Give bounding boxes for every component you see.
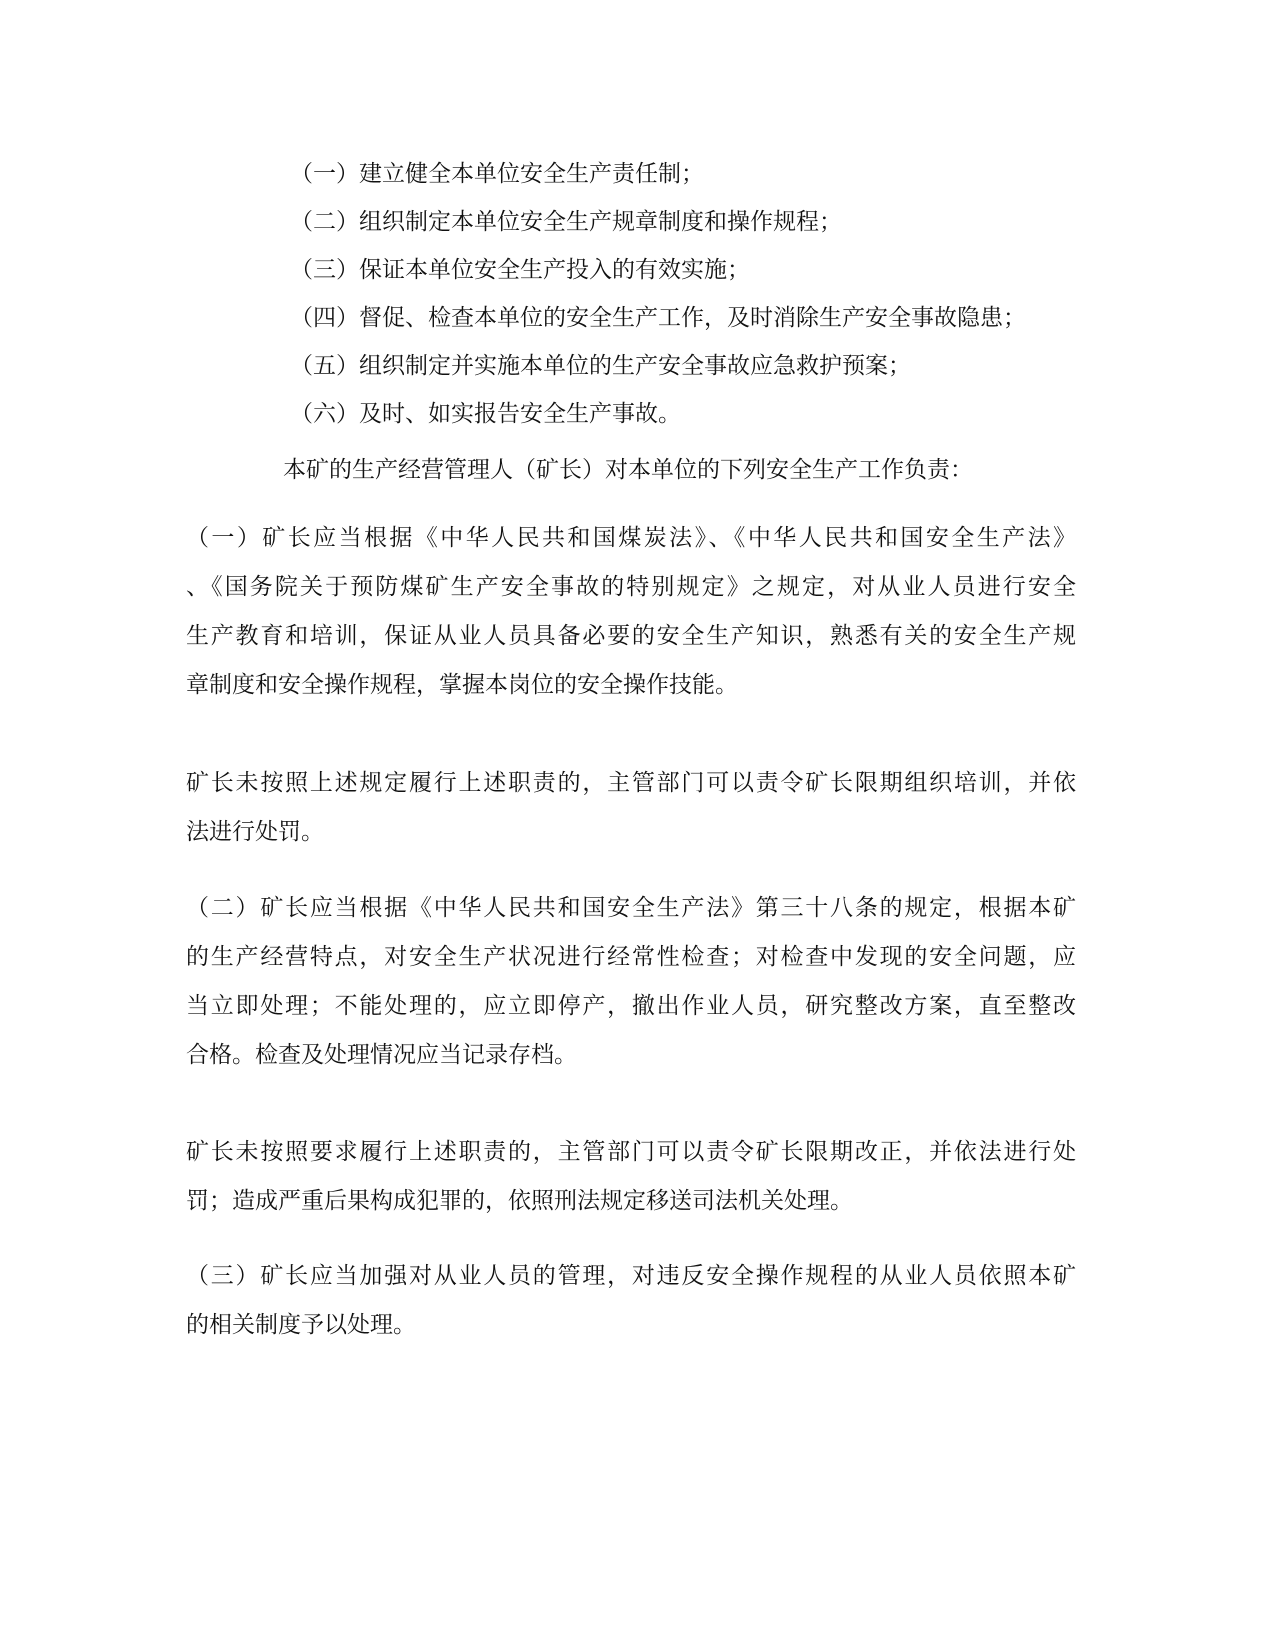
paragraph-line: 矿长未按照上述规定履行上述职责的，主管部门可以责令矿长限期组织培训，并依 (186, 770, 1076, 796)
intro-paragraph: 本矿的生产经营管理人（矿长）对本单位的下列安全生产工作负责： (283, 457, 973, 483)
paragraph-line: 合格。检查及处理情况应当记录存档。 (186, 1042, 577, 1068)
paragraph-line: （二）矿长应当根据《中华人民共和国安全生产法》第三十八条的规定，根据本矿 (186, 895, 1076, 921)
paragraph-line: 章制度和安全操作规程，掌握本岗位的安全操作技能。 (186, 672, 738, 698)
paragraph-training-penalty (186, 759, 1076, 857)
responsibility-list (290, 150, 1090, 438)
list-item: （四）督促、检查本单位的安全生产工作，及时消除生产安全事故隐患； (290, 305, 1026, 331)
paragraph-line: 的生产经营特点，对安全生产状况进行经常性检查；对检查中发现的安全问题，应 (186, 944, 1076, 970)
paragraph-line: 、《国务院关于预防煤矿生产安全事故的特别规定》之规定，对从业人员进行安全 (186, 574, 1076, 600)
paragraph-training (186, 514, 1076, 710)
paragraph-inspection (186, 884, 1076, 1080)
paragraph-line: 的相关制度予以处理。 (186, 1312, 416, 1338)
paragraph-line: 罚；造成严重后果构成犯罪的，依照刑法规定移送司法机关处理。 (186, 1188, 853, 1214)
paragraph-line: （一）矿长应当根据《中华人民共和国煤炭法》、《中华人民共和国安全生产法》 (186, 525, 1076, 551)
paragraph-line: 当立即处理；不能处理的，应立即停产，撤出作业人员，研究整改方案，直至整改 (186, 993, 1076, 1019)
list-item: （五）组织制定并实施本单位的生产安全事故应急救护预案； (290, 353, 911, 379)
list-item: （二）组织制定本单位安全生产规章制度和操作规程； (290, 209, 842, 235)
list-item: （六）及时、如实报告安全生产事故。 (290, 401, 681, 427)
paragraph-line: 矿长未按照要求履行上述职责的，主管部门可以责令矿长限期改正，并依法进行处 (186, 1139, 1076, 1165)
list-item: （一）建立健全本单位安全生产责任制； (290, 161, 704, 187)
paragraph-inspection-penalty (186, 1128, 1076, 1226)
paragraph-line: 生产教育和培训，保证从业人员具备必要的安全生产知识，熟悉有关的安全生产规 (186, 623, 1076, 649)
paragraph-line: 法进行处罚。 (186, 819, 324, 845)
list-item: （三）保证本单位安全生产投入的有效实施； (290, 257, 750, 283)
paragraph-line: （三）矿长应当加强对从业人员的管理，对违反安全操作规程的从业人员依照本矿 (186, 1263, 1076, 1289)
paragraph-staff-management (186, 1252, 1076, 1350)
